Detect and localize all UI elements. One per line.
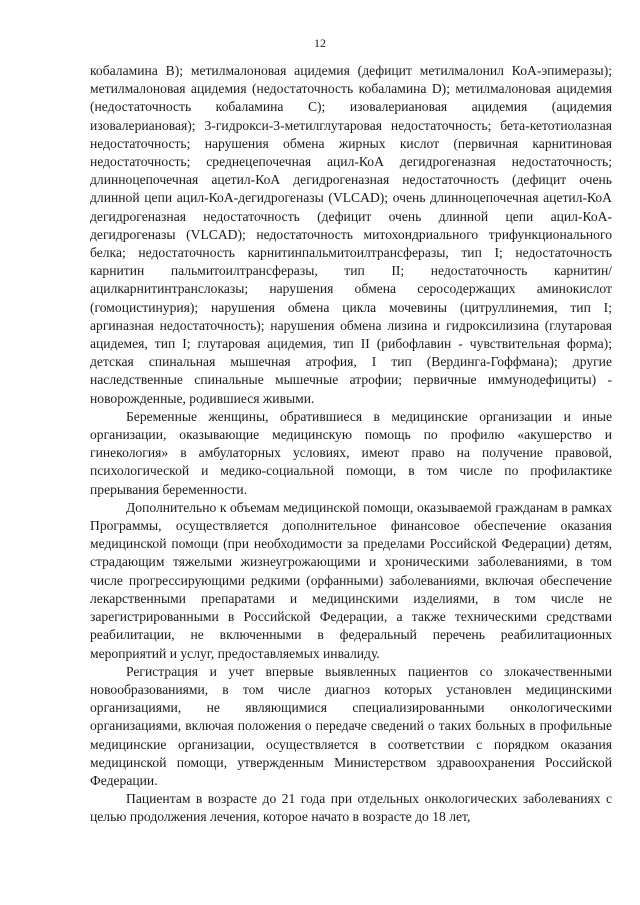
page-number: 12 [314,36,326,50]
paragraph-1: кобаламина B); метилмалоновая ацидемия (дефицит метилмалонил КоА-эпимеразы); метилмалоновая ацидемия (недостаточность кобаламина D); метилмалоновая ацидемия (недостаточность кобаламина C); изовалериановая ацидемия (ацидемия изовалериановая); 3-гидрокси-3-метилглутаровая недостаточность; бета-кетотиолазная недостаточность; нарушения обмена жирных кислот (первичная карнитиновая недостаточность; среднецепочечная ацил-КоА дегидрогеназная недостаточность; длинноцепочечная ацетил-КоА дегидрогеназная недостаточность (дефицит очень длинной цепи ацил-КоА-дегидрогеназы (VLCAD); очень длинноцепочечная ацетил-КоА дегидрогеназная недостаточность (дефицит очень длинной цепи ацил-КоА-дегидрогеназы (VLCAD); недостаточность митохондриального трифункционального белка; недостаточность карнитинпальмитоилтрансферазы, тип I; недостаточность карнитин пальмитоилтрансферазы, тип II; недостаточность карнитин/ацилкарнитинтранслоказы; нарушения обмена серосодержащих аминокислот (гомоцистинурия); нарушения обмена цикла мочевины (цитруллинемия, тип I; аргиназная недостаточность); нарушения обмена лизина и гидроксилизина (глутаровая ацидемея, тип I; глутаровая ацидемия, тип II (рибофлавин - чувствительная форма); детская спинальная мышечная атрофия, I тип (Вердинга-Гоффмана); другие наследственные спинальные мышечные атрофии; первичные иммунодефициты) - новорожденные, родившиеся живыми. [90,63,612,406]
paragraph-3: Дополнительно к объемам медицинской помощи, оказываемой гражданам в рамках Программы, осуществляется дополнительное финансовое обеспечение оказания медицинской помощи (при необходимости за пределами Российской Федерации) детям, страдающим тяжелыми жизнеугрожающими и хроническими заболеваниями, в том числе прогрессирующими редкими (орфанными) заболеваниями, включая обеспечение лекарственными препаратами и медицинскими изделиями, в том числе не зарегистрированными в Российской Федерации, а также техническими средствами реабилитации, не включенными в федеральный перечень реабилитационных мероприятий и услуг, предоставляемых инвалиду. [90,499,612,661]
paragraph-4: Регистрация и учет впервые выявленных пациентов со злокачественными новообразованиями, в том числе диагноз которых установлен медицинскими организациями, не являющимися специализированными онкологическими организациями, включая положения о передаче сведений о таких больных в профильные медицинские организации, осуществляется в соответствии с порядком оказания медицинской помощи, утвержденным Министерством здравоохранения Российской Федерации. [90,663,612,788]
document-body [90,62,612,827]
paragraph-2: Беременные женщины, обратившиеся в медицинские организации и иные организации, оказывающие медицинскую помощь по профилю «акушерство и гинекология» в амбулаторных условиях, имеют право на получение правовой, психологической и медико-социальной помощи, в том числе по профилактике прерывания беременности. [90,408,612,497]
paragraph-5: Пациентам в возрасте до 21 года при отдельных онкологических заболеваниях с целью продолжения лечения, которое начато в возрасте до 18 лет, [90,791,612,825]
